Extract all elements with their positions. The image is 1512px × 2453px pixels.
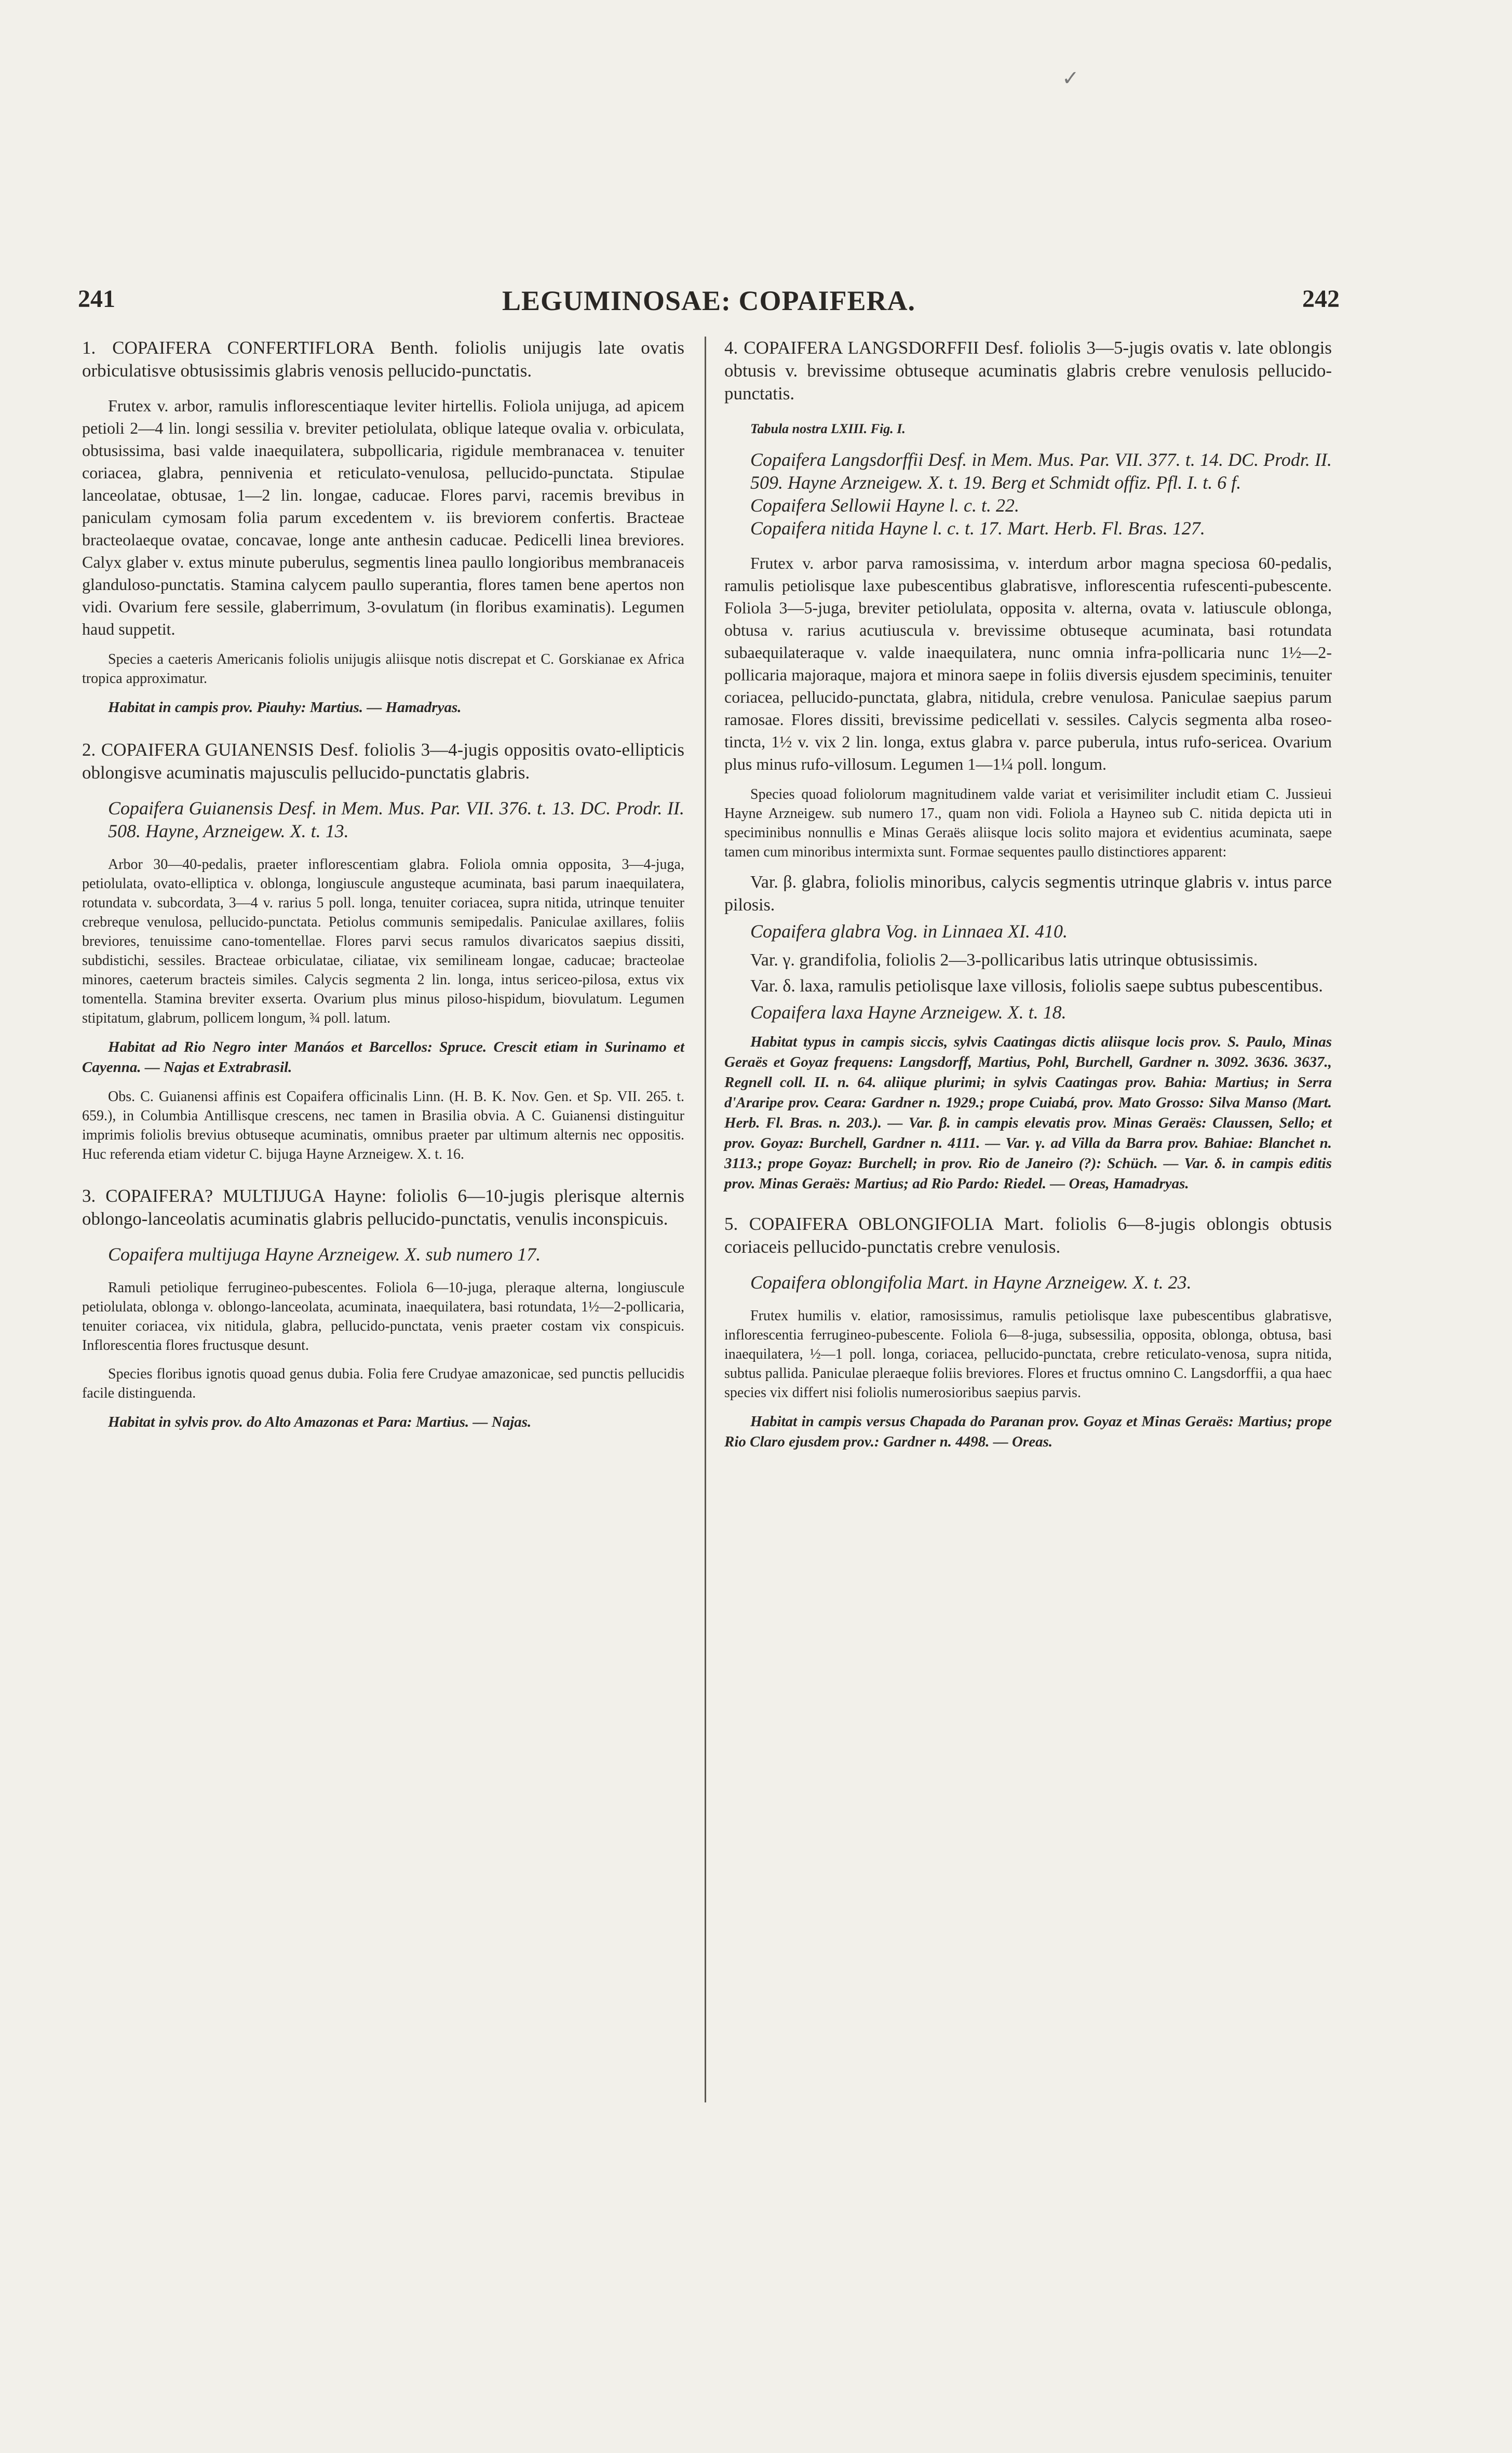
- variety-beta: Var. β. glabra, foliolis minoribus, calycis segmentis utrinque glabris v. intus parce pilosis.: [724, 873, 1332, 915]
- variety-gamma: Var. γ. grandifolia, foliolis 2—3-pollicaribus latis utrinque obtusissimis.: [750, 950, 1258, 970]
- species-diagnosis: 3. COPAIFERA? MULTIJUGA Hayne: foliolis 6—10-jugis plerisque alternis oblongo-lanceolatis acuminatis glabris pellucido-punctatis, venulis inconspicuis.: [82, 1186, 684, 1229]
- species-description: Frutex humilis v. elatior, ramosissimus, ramulis petiolisque laxe pubescentibus glabratisve, inflorescentia ferrugineo-pubescente. Foliola 6—8-juga, subsessilia, opposita, oblonga, obtusa, basi inaequilatera, ½—1 poll. longa, coriacea, pellucido-punctata, crebre reticulato-venosa, supra nitida, subtus pallida. Paniculae pleraeque foliis breviores. Flores et fructus omnino C. Langsdorffii, a qua haec species vix differt nisi foliolis numerosioribus saepius parvis.: [724, 1308, 1332, 1401]
- synonymy: [724, 1271, 1332, 1294]
- ink-mark: ✓: [1062, 66, 1079, 90]
- running-title: LEGUMINOSAE: COPAIFERA.: [502, 285, 916, 316]
- synonym-citation: Copaifera nitida Hayne l. c. t. 17. Mart. Herb. Fl. Bras. 127.: [750, 518, 1205, 539]
- page-number-left: 241: [78, 285, 115, 313]
- left-column: [82, 337, 684, 1442]
- species-habitat: Habitat in sylvis prov. do Alto Amazonas et Para: Martius. — Najas.: [108, 1414, 532, 1430]
- species-note: Species a caeteris Americanis foliolis unijugis aliisque notis discrepat et C. Gorskianae ex Africa tropica approximatur.: [82, 651, 684, 687]
- synonym-citation: Copaifera Guianensis Desf. in Mem. Mus. Par. VII. 376. t. 13. DC. Prodr. II. 508. Hayne, Arzneigew. X. t. 13.: [108, 798, 684, 841]
- species-diagnosis: 4. COPAIFERA LANGSDORFFII Desf. foliolis 3—5-jugis ovatis v. late oblongis obtusis v. brevissime obtuseque acuminatis glabris crebre venulosis pellucido-punctatis.: [724, 338, 1332, 404]
- species-habitat: Habitat typus in campis siccis, sylvis Caatingas dictis aliisque locis prov. S. Paulo, Minas Geraës et Goyaz frequens: Langsdorff, Martius, Pohl, Burchell, Gardner n. 3092. 3636. 3637., Regnell coll. II. n. 64. aliique plurimi; in sylvis Caatingas prov. Bahia: Martius; in Serra d'Araripe prov. Ceara: Gardner n. 1929.; prope Cuiabá, prov. Mato Grosso: Silva Manso (Mart. Herb. Fl. Bras. n. 203.). — Var. β. in campis elevatis prov. Minas Geraës: Claussen, Sello; et prov. Goyaz: Burchell, Gardner n. 4111. — Var. γ. ad Villa da Barra prov. Bahiae: Blanchet n. 3113.; prope Goyaz: Burchell; in prov. Rio de Janeiro (?): Schüch. — Var. δ. in campis editis prov. Minas Geraës: Martius; ad Rio Pardo: Riedel. — Oreas, Hamadryas.: [724, 1034, 1332, 1192]
- species-description: Ramuli petiolique ferrugineo-pubescentes. Foliola 6—10-juga, pleraque alterna, longiuscule petiolulata, oblonga v. oblongo-lanceolata, acuminata, inaequilatera, basi rotundata, 1½—2-pollicaria, tenuiter coriacea, vix nitidula, glabra, pellucido-punctata, venis praeter costam vix conspicuis. Inflorescentia flores fructusque desunt.: [82, 1280, 684, 1353]
- species-entry-2: [82, 739, 684, 1164]
- column-divider: [705, 337, 706, 2102]
- species-note: Species floribus ignotis quoad genus dubia. Folia fere Crudyae amazonicae, sed punctis pellucidis facile distinguenda.: [82, 1366, 684, 1401]
- species-entry-3: [82, 1185, 684, 1432]
- species-habitat: Habitat in campis prov. Piauhy: Martius. — Hamadryas.: [108, 699, 462, 716]
- species-description: Arbor 30—40-pedalis, praeter inflorescentiam glabra. Foliola omnia opposita, 3—4-juga, petiolulata, ovato-elliptica v. oblonga, longiuscule angusteque acuminata, basi parum inaequilatera, rotundata v. subcordata, 3—4 v. rarius 5 poll. longa, tenuiter coriacea, supra nitida, utrinque tenuiter crebreque venulosa, pellucido-punctata. Petiolus communis semipedalis. Paniculae axillares, foliis breviores, tenuissime cano-tomentellae. Flores parvi secus ramulos divaricatos saepius dissiti, subdistichi, sessiles. Bracteae orbiculatae, ciliatae, vix semilineam longae, caducae; bracteolae minores, caeterum bracteis similes. Calycis segmenta 2 lin. longa, intus sericeo-pilosa, extus vix tomentella. Stamina breviter exserta. Ovarium plus minus piloso-hispidum, biovulatum. Legumen stipitatum, glabrum, pollicem longum, ¾ poll. latum.: [82, 856, 684, 1026]
- synonym-citation: Copaifera Langsdorffii Desf. in Mem. Mus. Par. VII. 377. t. 14. DC. Prodr. II. 509. Hayne Arzneigew. X. t. 19. Berg et Schmidt offiz. Pfl. I. t. 6 f.: [750, 449, 1332, 493]
- species-habitat: Habitat ad Rio Negro inter Manáos et Barcellos: Spruce. Crescit etiam in Surinamo et Cayenna. — Najas et Extrabrasil.: [82, 1039, 684, 1076]
- species-observation: Obs. C. Guianensi affinis est Copaifera officinalis Linn. (H. B. K. Nov. Gen. et Sp. VII. 265. t. 659.), in Columbia Antillisque crescens, nec tamen in Brasilia obvia. A C. Guianensi distinguitur imprimis foliolis brevius obtuseque acuminatis, omnibus praeter par ultimum alternis nec oppositis. Huc referenda etiam videtur C. bijuga Hayne Arzneigew. X. t. 16.: [82, 1089, 684, 1162]
- synonym-citation: Copaifera Sellowii Hayne l. c. t. 22.: [750, 495, 1019, 516]
- synonymy: [82, 797, 684, 842]
- species-diagnosis: 1. COPAIFERA CONFERTIFLORA Benth. foliolis unijugis late ovatis orbiculatisve obtusissimis glabris venosis pellucido-punctatis.: [82, 338, 684, 381]
- synonym-citation: Copaifera oblongifolia Mart. in Hayne Arzneigew. X. t. 23.: [750, 1272, 1192, 1293]
- synonymy: [82, 1243, 684, 1266]
- synonym-citation: Copaifera multijuga Hayne Arzneigew. X. sub numero 17.: [108, 1244, 541, 1265]
- right-column: [724, 337, 1332, 1462]
- species-diagnosis: 5. COPAIFERA OBLONGIFOLIA Mart. foliolis 6—8-jugis oblongis obtusis coriaceis pellucido-punctatis crebre venulosis.: [724, 1214, 1332, 1257]
- species-entry-5: [724, 1213, 1332, 1452]
- species-diagnosis: 2. COPAIFERA GUIANENSIS Desf. foliolis 3—4-jugis oppositis ovato-ellipticis oblongisve acuminatis majusculis pellucido-punctatis glabris.: [82, 740, 684, 783]
- species-habitat: Habitat in campis versus Chapada do Paranan prov. Goyaz et Minas Geraës: Martius; prope Rio Claro ejusdem prov.: Gardner n. 4498. — Oreas.: [724, 1413, 1332, 1450]
- species-entry-4: [724, 337, 1332, 1194]
- variety-delta: Var. δ. laxa, ramulis petiolisque laxe villosis, foliolis saepe subtus pubescentibus.: [750, 976, 1323, 996]
- species-description: Frutex v. arbor parva ramosissima, v. interdum arbor magna speciosa 60-pedalis, ramulis petiolisque laxe pubescentibus glabratisve, inflorescentia rufescenti-pubescente. Foliola 3—5-juga, breviter petiolulata, opposita v. alterna, ovata v. latiuscule oblonga, obtusa v. rarius acutiuscula v. brevissime obtuseque acuminata, basi rotundata subaequilateraque v. valde inaequilatera, nunc omnia infra-pollicaria nunc 1½—2-pollicaria majoraque, majora et minora saepe in foliis diversis ejusdem speciminis, tenuiter coriacea, pellucido-punctata, glabra, nitidula, crebre venulosa. Paniculae saepius parum ramosae. Flores dissiti, brevissime pedicellati v. sessiles. Calycis segmenta alba roseo-tincta, 1½ v. vix 2 lin. longa, extus glabra v. parce puberula, intus rufo-sericea. Ovarium plus minus rufo-villosum. Legumen 1—1¼ poll. longum.: [724, 554, 1332, 773]
- species-note: Species quoad foliolorum magnitudinem valde variat et verisimiliter includit etiam C. Jussieui Hayne Arzneigew. sub numero 17., quam non vidi. Foliola a Hayneo sub C. nitida depicta uti in speciminibus nonnullis e Minas Geraës aliisque locis solito majora et evidentius acuminata, saepe tamen cum minoribus intermixta sunt. Formae sequentes paullo distinctiores apparent:: [724, 786, 1332, 860]
- synonymy: [724, 448, 1332, 540]
- species-entry-1: [82, 337, 684, 718]
- variety-synonym: Copaifera laxa Hayne Arzneigew. X. t. 18.: [750, 1002, 1066, 1023]
- running-header: [78, 285, 1340, 326]
- variety-synonym: Copaifera glabra Vog. in Linnaea XI. 410.: [750, 921, 1068, 942]
- page-number-right: 242: [1302, 285, 1340, 313]
- plate-reference: Tabula nostra LXIII. Fig. I.: [750, 421, 906, 436]
- species-description: Frutex v. arbor, ramulis inflorescentiaque leviter hirtellis. Foliola unijuga, ad apicem petioli 2—4 lin. longi sessilia v. breviter petiolulata, oblique lateque ovalia v. orbiculata, obtusissima, basi valde inaequilatera, subpollicaria, rigidule membranacea v. tenuiter coriacea, glabra, pennivenia et reticulato-venulosa, pellucido-punctata. Stipulae lanceolatae, obtusae, 1—2 lin. longae, caducae. Flores parvi, racemis brevibus in paniculam cymosam folia parum excedentem v. iis breviorem confertis. Bracteae bracteolaeque ovatae, concavae, longe ante anthesin caducae. Pedicelli linea breviores. Calyx glaber v. extus minute puberulus, segmentis linea paullo longioribus membranaceis glanduloso-punctatis. Stamina calycem paullo superantia, flores tamen bene apertos non vidi. Ovarium fere sessile, glaberrimum, 3-ovulatum (in floribus examinatis). Legumen haud suppetit.: [82, 396, 684, 638]
